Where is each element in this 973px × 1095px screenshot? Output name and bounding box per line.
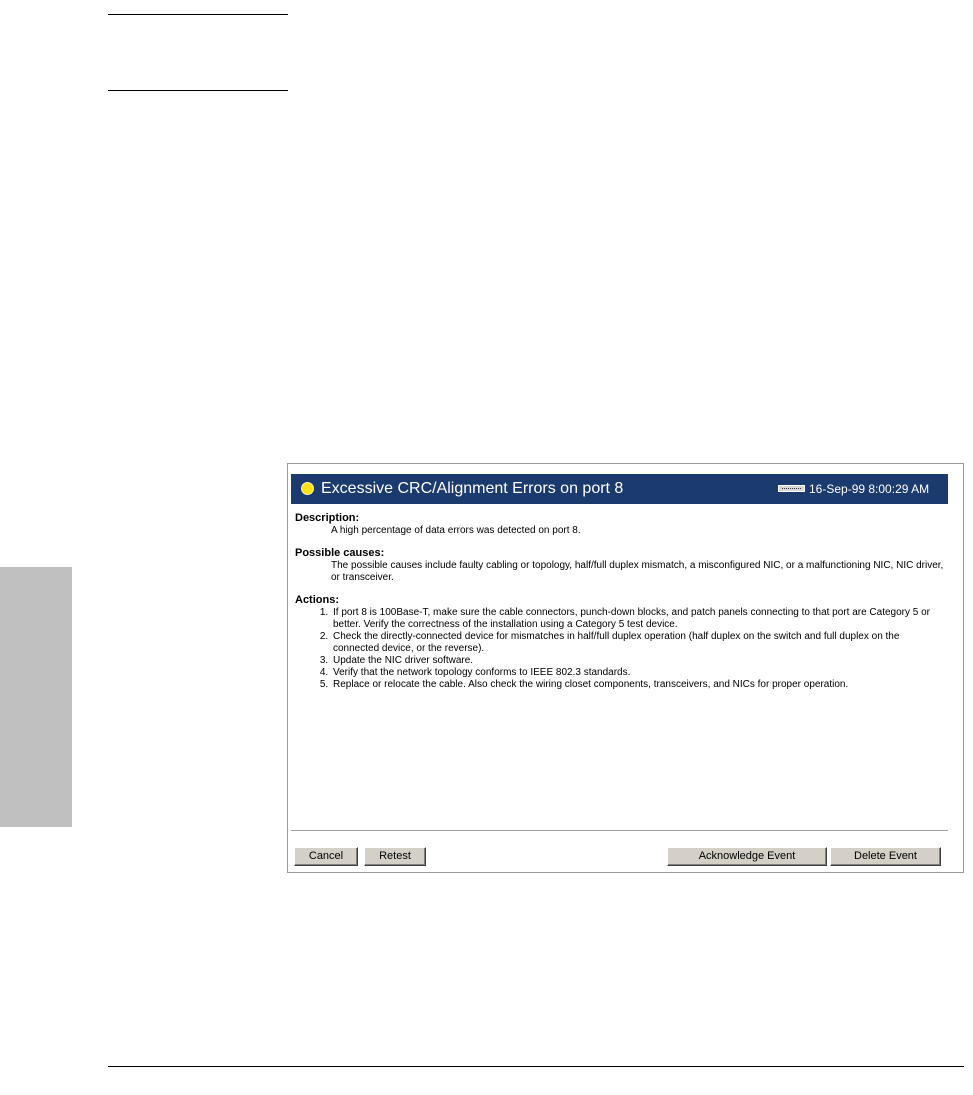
warning-status-icon	[301, 482, 314, 495]
event-title-bar	[291, 474, 948, 504]
description-section	[295, 512, 945, 537]
event-detail-window	[287, 463, 964, 873]
footer-rule	[108, 1066, 964, 1067]
action-item: 5. Replace or relocate the cable. Also check the wiring closet components, transceivers, and NICs for proper operation.	[331, 679, 945, 691]
retest-button[interactable]: Retest	[364, 847, 426, 866]
action-item: 1. If port 8 is 100Base-T, make sure the cable connectors, punch-down blocks, and patch panels connecting to that port are Category 5 or better. Verify the correctness of the installation using a Category 5 test device.	[331, 607, 945, 631]
action-item: 2. Check the directly-connected device for mismatches in half/full duplex operation (half duplex on the switch and full duplex on the connected device, or the reverse).	[331, 631, 945, 655]
header-rule-bottom	[108, 90, 288, 91]
description-text: A high percentage of data errors was detected on port 8.	[331, 525, 581, 536]
button-divider	[291, 830, 948, 832]
actions-heading: Actions:	[295, 594, 339, 606]
delete-event-button[interactable]: Delete Event	[830, 847, 941, 866]
event-timestamp: 16-Sep-99 8:00:29 AM	[809, 482, 930, 496]
chapter-side-tab	[0, 567, 72, 827]
causes-section	[295, 547, 945, 584]
description-heading: Description:	[295, 512, 360, 524]
actions-section	[295, 594, 945, 691]
causes-heading: Possible causes:	[295, 547, 385, 559]
acknowledge-event-button[interactable]: Acknowledge Event	[667, 847, 827, 866]
action-item: 3. Update the NIC driver software.	[331, 655, 945, 667]
causes-text: The possible causes include faulty cabling or topology, half/full duplex mismatch, a misconfigured NIC, or a malfunctioning NIC, NIC driver, or transceiver.	[331, 560, 944, 583]
cancel-button[interactable]: Cancel	[294, 847, 358, 866]
switch-icon	[778, 485, 805, 492]
event-details	[295, 512, 945, 701]
action-item: 4. Verify that the network topology conforms to IEEE 802.3 standards.	[331, 667, 945, 679]
actions-list	[295, 607, 945, 691]
event-title: Excessive CRC/Alignment Errors on port 8	[321, 480, 624, 497]
header-rule-top	[108, 14, 288, 15]
